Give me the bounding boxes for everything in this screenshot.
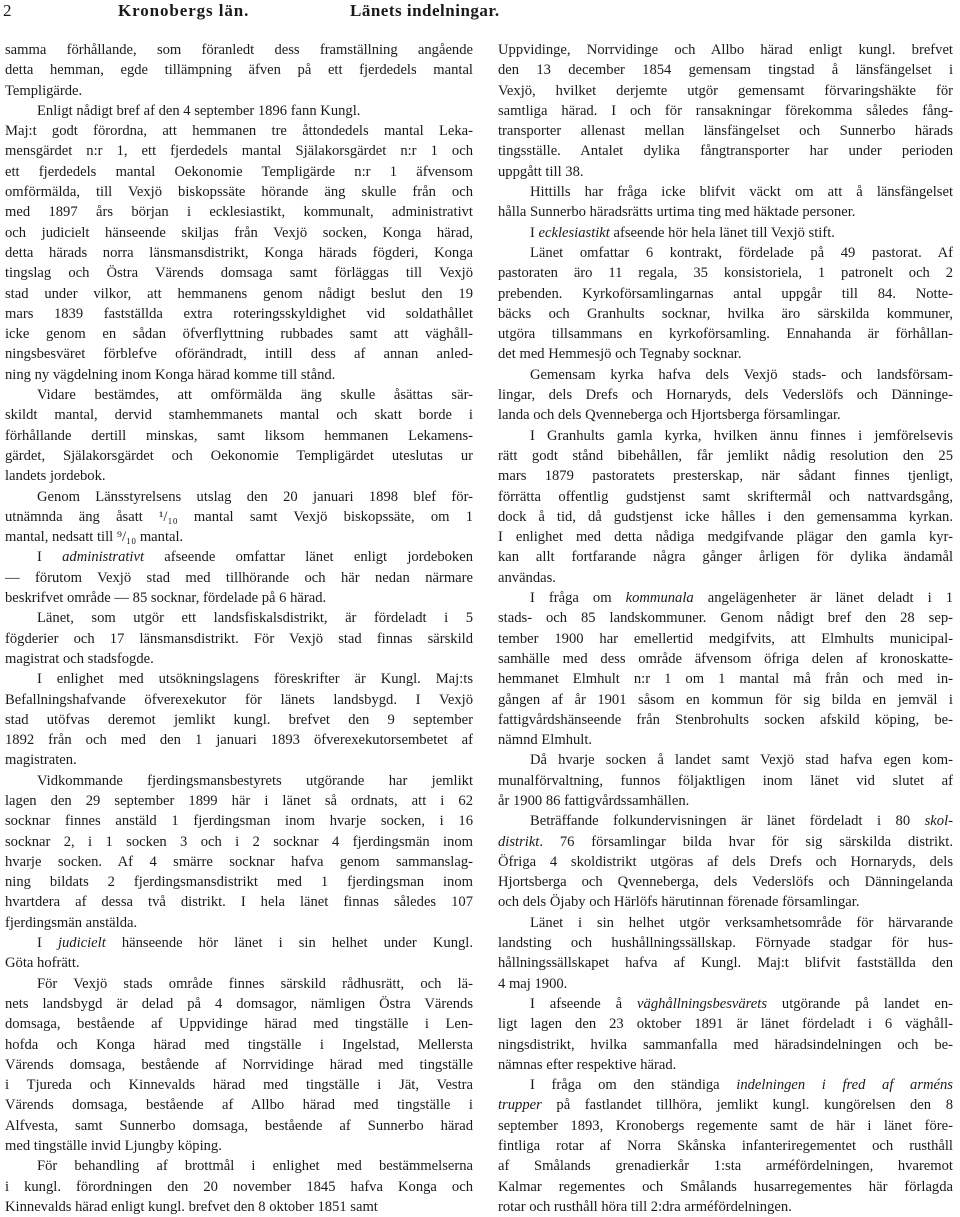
text-line: magistrat och stadsfogde. — [5, 650, 154, 667]
text-line: samhälle med dess område äfvensom öfriga delen af kronoskatte- — [498, 650, 953, 667]
text-line: fintliga rotar af Norra Skånska infanteriregementet och rusthåll — [498, 1138, 953, 1155]
text-line: den 13 december 1854 gemensam tingstad å länsfängelset i — [498, 62, 953, 79]
text-line: Kinnevalds härad enligt kungl. brefvet den 8 oktober 1851 samt — [5, 1198, 378, 1215]
text-line: dock å tid, då gudstjenst icke hålles i den gemensamma kyrkan. — [498, 508, 953, 525]
text-line: I administrativt afseende omfattar länet enligt jordeboken — [37, 549, 473, 566]
text-line: Befallningshafvande öfverexekutor för länets landsbygd. I Vexjö — [5, 691, 473, 708]
text-line: hvarje socken. Af 4 smärre socknar hafva genom sammanslag- — [5, 853, 473, 870]
text-line: ning bildats 2 fjerdingsmansdistrikt med 1 fjerdingsman inom — [5, 874, 473, 891]
text-line: Länet omfattar 6 kontrakt, fördelade på 49 pastorat. Af — [530, 244, 953, 261]
text-line: uppgått till 38. — [498, 163, 584, 180]
text-line: med tingställe invid Ljungby köping. — [5, 1138, 222, 1155]
text-line: Vexjö, hvilket derjemte utgör gemensamt förvaringshäkte för — [498, 82, 953, 99]
text-line: bäcks och Granhults socknar, hvilka äro särskilda kommuner, — [498, 305, 953, 322]
text-line: och judicielt hänseende skiljas från Vexjö socken, Konga härad, — [5, 224, 473, 241]
text-line: samma förhållande, som föranledt dess framställning angående — [5, 42, 473, 58]
text-line: socknar finnes anstäld 1 fjerdingsman inom hvarje socken, i 16 — [5, 813, 473, 830]
text-line: nets landsbygd är delad på 4 domsagor, nämligen Östra Värends — [5, 995, 473, 1012]
running-title-left: Kronobergs län. — [118, 1, 250, 20]
text-line: förhållande dertill minskas, samt liksom hemmanen Lekamens- — [5, 427, 473, 444]
text-line: utnämnda äng åsatt ¹/₁₀ mantal samt Vexjö biskopssäte, om 1 — [5, 508, 473, 525]
text-line: ning ny vägdelning inom Konga härad komme till stånd. — [5, 366, 336, 383]
text-line: hållningssällskapet hafva af Kungl. Maj:t blifvit fastställda den — [498, 955, 953, 972]
text-line: Vidkommande fjerdingsmansbestyrets utgörande har jemlikt — [37, 772, 473, 789]
text-line: i Tjureda och Kinnevalds härad med tingställe i Jät, Vestra — [5, 1077, 473, 1094]
text-line: pastoraten äro 11 regala, 35 konsistoriela, 1 patronelt och 2 — [498, 265, 953, 282]
running-title-right: Länets indelningar. — [350, 1, 500, 20]
text-line: prebenden. Kyrkoförsamlingarnas antal uppgår till 84. Notte- — [498, 285, 953, 302]
text-line: landa och dels Qvenneberga och Hjortsberga församlingar. — [498, 407, 841, 424]
text-line: i kungl. förordningen den 20 november 1845 hafva Konga och — [5, 1178, 473, 1195]
text-line: icke genom en sådan öfverflyttning rubbades samt att väghåll- — [5, 326, 473, 343]
text-line: magistraten. — [5, 752, 77, 769]
text-line: utgöra tillsammans en kyrkoförsamling. Ennahanda är förhållan- — [498, 326, 953, 343]
text-line: mensgärdet n:r 1, ett fjerdedels mantal Själakorsgärdet n:r 1 och — [5, 143, 473, 160]
text-line: trupper på fastlandet tillhöra, jemlikt kungl. kungörelsen den 8 — [498, 1097, 953, 1114]
text-line: stad utöfvas deremot jemlikt kungl. brefvet den 9 september — [5, 711, 473, 728]
text-line: Beträffande folkundervisningen är länet fördeladt i 80 skol- — [530, 813, 953, 830]
text-line: socknar 2, i 1 socken 3 och i 2 socknar 4 fjerdingsmän inom — [5, 833, 473, 850]
text-line: Kalmar regementes och Smålands husarregementes här förlagda — [498, 1178, 953, 1195]
text-line: I enlighet med utsökningslagens föreskrifter är Kungl. Maj:ts — [37, 671, 473, 688]
text-line: hemmanet Elmhult n:r 1 om 1 mantal må från och med in- — [498, 671, 953, 688]
text-line: fögderier och 17 länsmansdistrikt. För Vexjö stad finnas särskild — [5, 630, 473, 647]
text-line: Göta hofrätt. — [5, 955, 80, 972]
text-line: Enligt nådigt bref af den 4 september 1896 fann Kungl. — [37, 102, 361, 119]
text-line: I enlighet med detta nådiga medgifvande plägar den gamla kyr- — [498, 529, 953, 546]
text-line: domsaga, bestående af Uppvidinge härad med tingställe i Len- — [5, 1016, 473, 1033]
text-line: Länet, som utgör ett landsfiskalsdistrikt, är fördeladt i 5 — [37, 610, 473, 627]
text-line: hvartdera af dessa två distrikt. I hela länet finnas således 107 — [5, 894, 473, 911]
text-line: tingslag och Östra Värends domsaga samt förläggas till Vexjö — [5, 265, 473, 282]
text-line: lagen den 29 september 1899 här i länet så ordnats, att i 62 — [5, 792, 473, 809]
text-line: Genom Länsstyrelsens utslag den 20 januari 1898 blef för- — [37, 488, 473, 505]
text-line: samtliga härad. I och för ransakningar förekomma således fång- — [498, 102, 953, 119]
text-line: Hjortsberga och Qvenneberga, dels Vederslöfs och Dänningelanda — [498, 874, 953, 891]
text-line: tember 1900 har emellertid medgifvits, att Elmhults municipal- — [498, 630, 953, 647]
text-line: transporter allenast mellan länsfängelset och Sunnerbo härads — [498, 123, 953, 140]
left-text-column — [5, 40, 473, 1217]
text-line: mars 1879 pastoratets presterskap, när sådant finnes tjenligt, — [498, 468, 953, 485]
text-line: I fråga om den ständiga indelningen i fred af arméns — [530, 1077, 953, 1094]
text-line: stad under vilkor, att hemmanens genom nådigt beslut den 19 — [5, 285, 473, 302]
text-line: användas. — [498, 569, 556, 586]
running-header — [0, 0, 960, 34]
text-line: munalförvaltning, funnos följaktligen inom länet vid slutet af — [498, 772, 953, 789]
text-line: nämnas efter respektive härad. — [498, 1056, 677, 1073]
text-line: hofda och Konga härad med tingställe i Ingelstad, Mellersta — [5, 1036, 473, 1053]
text-line: mantal, nedsatt till ⁹/₁₀ mantal. — [5, 529, 184, 546]
text-line: förrätta offentlig gudstjenst samt skriftermål och nattvardsgång, — [498, 488, 953, 505]
text-line: skildt mantal, dervid stamhemmanets mantal och skatt borde i — [5, 407, 473, 424]
text-line: stads- och 85 landskommuner. Genom nådigt bref den 28 sep- — [498, 610, 953, 627]
text-line: rätt godt stånd bibehållen, får jemlikt nådig resolution den 25 — [498, 447, 953, 464]
text-line: fattigvårdshänseende från Stenbrohults socken afskild köping, be- — [498, 711, 953, 728]
text-line: 4 maj 1900. — [498, 975, 568, 992]
text-line: Vidare bestämdes, att omförmälda äng skulle åsättas sär- — [37, 387, 473, 404]
text-line: beskrifvet område — 85 socknar, fördelade på 6 härad. — [5, 590, 327, 607]
text-line: Alfvesta, samt Sunnerbo domsaga, bestående af Sunnerbo härad — [5, 1117, 473, 1134]
text-line: kan allt fortfarande några gånger årligen för dylika ändamål — [498, 549, 953, 566]
text-line: — förutom Vexjö stad med tillhörande och här nedan närmare — [5, 569, 473, 586]
text-line: det med Hemmesjö och Tegnaby socknar. — [498, 346, 742, 363]
text-line: I ecklesiastikt afseende hör hela länet till Vexjö stift. — [530, 224, 835, 241]
text-line: år 1900 86 fattigvårdssamhällen. — [498, 792, 690, 809]
page-number: 2 — [3, 1, 12, 20]
text-line: I fråga om kommunala angelägenheter är länet deladt i 1 — [530, 590, 953, 607]
text-line: hålla Sunnerbo häradsrätts urtima ting med häktade personer. — [498, 204, 856, 221]
text-line: lingar, dels Drefs och Hornaryds, dels Vederslöfs och Dänninge- — [498, 387, 953, 404]
text-line: detta hemman, egde tillämpning äfven på ett fjerdedels mantal — [5, 62, 473, 79]
text-line: För Vexjö stads område finnes särskild rådhusrätt, och lä- — [37, 975, 473, 992]
text-line: omförmälda, till Vexjö biskopssäte hörande äng skulle från och — [5, 184, 473, 201]
text-line: I Granhults gamla kyrka, hvilken ännu finnes i jemförelsevis — [530, 427, 953, 444]
text-line: af Smålands grenadierkår 1:sta arméfördelningen, hvaremot — [498, 1158, 953, 1175]
text-line: distrikt. 76 församlingar bilda hvar för sig särskilda distrikt. — [498, 833, 953, 850]
text-line: landets jordebok. — [5, 468, 106, 485]
text-line: nämnd Elmhult. — [498, 732, 593, 749]
text-line: september 1893, Kronobergs regemente samt de här i länet före- — [498, 1117, 953, 1134]
text-line: I afseende å väghållningsbesvärets utgörande på landet en- — [530, 995, 953, 1012]
text-line: Värends domsaga, bestående af Norrvidinge härad med tingställe — [5, 1056, 473, 1073]
text-line: Templigärde. — [5, 82, 83, 99]
text-line: tingsställe. Antalet dylika fångtransporter har under perioden — [498, 143, 953, 160]
right-text-column — [498, 40, 953, 1217]
text-line: mars 1839 fastställda extra roteringsskyldighet vid soldathållet — [5, 305, 473, 322]
text-line: Värends domsaga, bestående af Allbo härad med tingställe i — [5, 1097, 473, 1114]
text-line: rotar och rusthåll höra till 2:dra arméfördelningen. — [498, 1198, 792, 1215]
text-line: och dels Öjaby och Härlöfs härutinnan förenade församlingar. — [498, 894, 860, 911]
text-line: detta härads norra länsmansdistrikt, Konga härads fögderi, Konga — [5, 244, 473, 261]
text-line: ligt lagen den 23 oktober 1891 är länet fördeladt i 6 väghåll- — [498, 1016, 953, 1033]
text-line: Maj:t godt förordna, att hemmanen tre åttondedels mantal Leka- — [5, 123, 473, 140]
text-line: ningsdistrikt, hvilka sammanfalla med häradsindelningen och be- — [498, 1036, 953, 1053]
text-line: Då hvarje socken å landet samt Vexjö stad hafva egen kom- — [530, 752, 953, 769]
text-line: Öfriga 4 skoldistrikt utgöras af dels Drefs och Hornaryds, dels — [498, 853, 953, 870]
text-line: fjerdingsmän anstälda. — [5, 914, 138, 931]
text-line: Länet i sin helhet utgör verksamhetsområde för härvarande — [530, 914, 953, 931]
text-line: landsting och hushållningssällskap. Förnyade stadgar för hus- — [498, 935, 953, 952]
text-line: Gemensam kyrka hafva dels Vexjö stads- och landsförsam- — [530, 366, 953, 383]
text-line: gången af år 1901 såsom en kommun för sig bilda en jemväl i — [498, 691, 953, 708]
text-line: I judicielt hänseende hör länet i sin helhet under Kungl. — [37, 935, 473, 952]
text-line: ett fjerdedels mantal Oekonomie Templigärde n:r 1 äfvensom — [5, 163, 473, 180]
text-line: ningsbesväret förblefve oförändradt, intill dess af annan anled- — [5, 346, 473, 363]
text-line: 1892 från och med den 1 januari 1893 öfverexekutorsembetet af — [5, 732, 473, 749]
text-line: gärdet, Själakorsgärdet och Oekonomie Templigärdet uteslutas ur — [5, 447, 473, 464]
text-line: För behandling af brottmål i enlighet med bestämmelserna — [37, 1158, 473, 1175]
text-line: med 1897 års början i ecklesiastikt, kommunalt, administrativt — [5, 204, 473, 221]
text-line: Uppvidinge, Norrvidinge och Allbo härad enligt kungl. brefvet — [498, 42, 953, 58]
text-line: Hittills har fråga icke blifvit väckt om att å länsfängelset — [530, 184, 953, 201]
